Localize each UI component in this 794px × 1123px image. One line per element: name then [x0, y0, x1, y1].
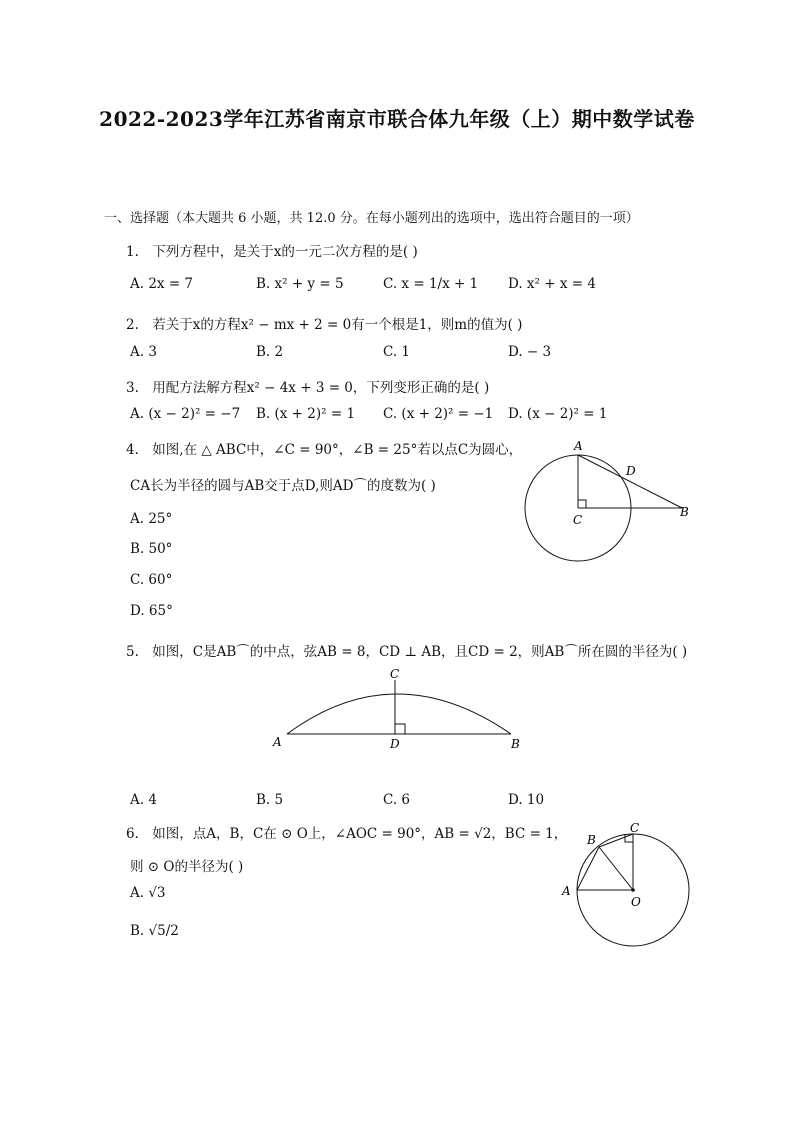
question-4	[126, 438, 522, 458]
option-a: A. 25°	[130, 511, 173, 527]
question-1	[126, 240, 418, 260]
label-c: C	[390, 667, 400, 681]
option-c: C. 6	[383, 792, 411, 808]
question-2	[126, 313, 522, 333]
option-a: A. 3	[130, 344, 157, 360]
arc-ab	[287, 694, 511, 734]
label-c: C	[630, 821, 640, 835]
question-text: 用配方法解方程x² − 4x + 3 = 0，下列变形正确的是( )	[152, 380, 490, 396]
label-d: D	[626, 464, 636, 478]
right-angle-mark	[578, 500, 586, 508]
label-a: A	[562, 884, 571, 898]
option-b: B. 2	[256, 344, 284, 360]
question-number: 5.	[126, 644, 139, 660]
option-b: B. (x + 2)² = 1	[256, 406, 356, 422]
question-text: 如图,在 △ ABC中，∠C = 90°，∠B = 25°若以点C为圆心，	[152, 442, 523, 458]
segment-bc	[599, 834, 633, 847]
page-title: 2022-2023学年江苏省南京市联合体九年级（上）期中数学试卷	[99, 107, 695, 131]
figure-q5	[270, 666, 530, 756]
label-b: B	[587, 833, 596, 847]
option-a: A. 4	[130, 792, 157, 808]
question-6-line2: 则 ⊙ O的半径为( )	[130, 859, 244, 875]
option-a: A. √3	[130, 885, 166, 901]
center-point	[631, 888, 635, 892]
question-number: 3.	[126, 380, 139, 396]
option-d: D. 10	[508, 792, 545, 808]
option-c: C. 1	[383, 344, 411, 360]
label-b: B	[680, 505, 689, 519]
option-d: D. 65°	[130, 603, 173, 619]
option-a: A. (x − 2)² = −7	[130, 406, 241, 422]
option-a: A. 2x = 7	[130, 276, 194, 292]
question-text: 如图，点A，B，C在 ⊙ O上，∠AOC = 90°，AB = √2，BC = 1，	[152, 826, 568, 842]
option-b: B. √5/2	[130, 923, 179, 939]
question-4-line2: CA长为半径的圆与AB交于点D,则AD⌒的度数为( )	[130, 478, 436, 494]
label-a: A	[574, 439, 583, 453]
option-b: B. x² + y = 5	[256, 276, 344, 292]
question-text: 若关于x的方程x² − mx + 2 = 0有一个根是1，则m的值为( )	[152, 317, 523, 333]
option-b: B. 50°	[130, 541, 173, 557]
question-6	[126, 822, 567, 842]
question-number: 6.	[126, 826, 139, 842]
question-text: 如图，C是AB⌒的中点，弦AB = 8，CD ⊥ AB，且CD = 2，则AB⌒所在圆的半径为( )	[152, 644, 688, 660]
question-text: 下列方程中，是关于x的一元二次方程的是( )	[152, 244, 418, 260]
right-angle-mark	[395, 724, 405, 734]
question-3	[126, 376, 489, 396]
question-number: 4.	[126, 442, 139, 458]
option-d: D. − 3	[508, 344, 552, 360]
option-c: C. 60°	[130, 572, 173, 588]
segment-ab	[577, 847, 599, 890]
section-heading: 一、选择题（本大题共 6 小题，共 12.0 分。在每小题列出的选项中，选出符合题目的一项）	[104, 211, 639, 226]
figure-q6	[555, 820, 700, 955]
label-o: O	[631, 895, 641, 909]
figure-q4	[520, 436, 700, 571]
label-a: A	[273, 735, 282, 749]
label-c: C	[573, 513, 583, 527]
question-number: 2.	[126, 317, 139, 333]
question-5	[126, 640, 687, 660]
label-b: B	[511, 737, 520, 751]
option-b: B. 5	[256, 792, 284, 808]
question-number: 1.	[126, 244, 139, 260]
option-d: D. (x − 2)² = 1	[508, 406, 608, 422]
option-c: C. x = 1/x + 1	[383, 276, 479, 292]
option-c: C. (x + 2)² = −1	[383, 406, 494, 422]
segment-bo	[599, 847, 633, 890]
label-d: D	[390, 737, 400, 751]
option-d: D. x² + x = 4	[508, 276, 596, 292]
